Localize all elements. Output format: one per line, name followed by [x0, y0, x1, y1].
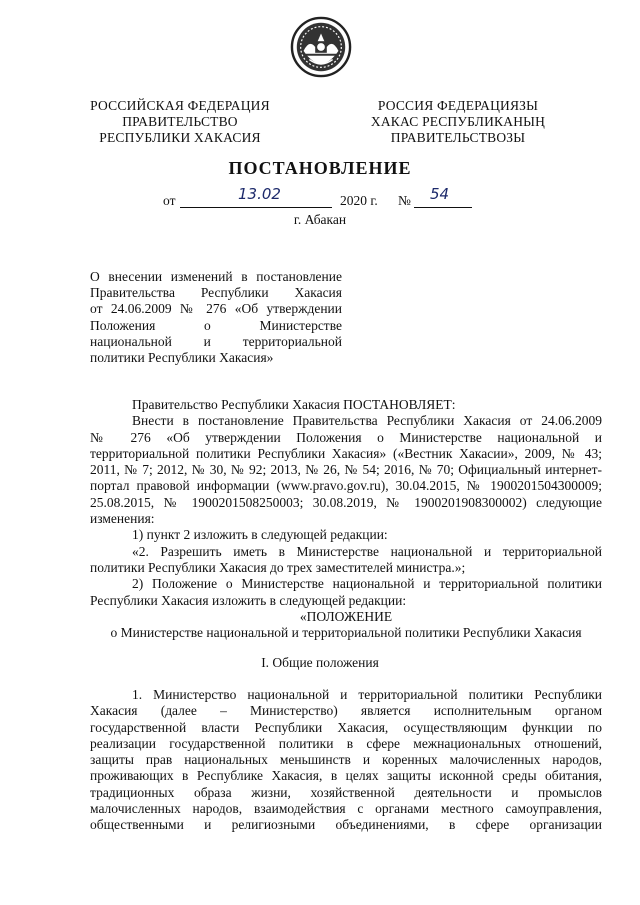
body-line: № 276 «Об утверждении Положения о Министерстве национальной и [90, 429, 602, 445]
subject-line: Правительства Республики Хакасия [90, 285, 342, 301]
subject-line: от 24.06.2009 № 276 «Об утверждении [90, 301, 342, 317]
body-line: изменения: [90, 511, 155, 527]
section-line: общественными и религиозными объединениями, в сфере организации [90, 817, 602, 833]
header-right-line: ПРАВИТЕЛЬСТВОЗЫ [390, 130, 526, 145]
section-body [90, 687, 602, 834]
subject-line: политики Республики Хакасия» [90, 350, 274, 366]
handwritten-number: 54 [430, 185, 450, 203]
body-line: 2) Положение о Министерстве национальной и территориальной политики [132, 576, 602, 592]
section-line: 1. Министерство национальной и территориальной политики Республики [132, 687, 602, 702]
section-line: Хакасия (далее – Министерство) является исполнительным органом [90, 703, 602, 719]
subject-line: национальной и территориальной [90, 333, 342, 349]
body-line: 25.08.2015, № 1900201508250003; 30.08.2019, № 1900201908300002) следующие [90, 494, 602, 510]
year-text: 2020 г. [340, 193, 378, 208]
handwritten-date: 13.02 [238, 185, 281, 203]
body-line: Республики Хакасия изложить в следующей редакции: [90, 592, 407, 608]
section-line: государственной власти Республики Хакасия, осуществляющим функции по [90, 719, 602, 735]
preamble: Правительство Республики Хакасия ПОСТАНОВЛЯЕТ: [132, 397, 456, 412]
header-left-line: ПРАВИТЕЛЬСТВО [122, 114, 238, 129]
body-line: портал правовой информации (www.pravo.gov.ru), 30.04.2015, № 1900201504300009; [90, 478, 602, 494]
header-right [358, 98, 558, 146]
section-line: реализации государственной политики в сфере межнациональных отношений, [90, 735, 602, 751]
body-line: «2. Разрешить иметь в Министерстве национальной и территориальной [132, 543, 602, 559]
section-line: защиты прав национальных меньшинств и коренных малочисленных народов, [90, 752, 602, 768]
document-title: ПОСТАНОВЛЕНИЕ [228, 158, 412, 178]
body-line: политики Республики Хакасия до трех заместителей министра.»; [90, 559, 466, 575]
number-sign: № [398, 193, 411, 208]
body-line: территориальной политики Республики Хакасия» («Вестник Хакасии», 2009, № 43; [90, 445, 602, 461]
body-line: 1) пункт 2 изложить в следующей редакции: [132, 527, 388, 543]
section-line: проживающих в Республике Хакасия, в целях защиты исконной среды обитания, [90, 768, 602, 784]
document-body [90, 397, 602, 641]
section-line: малочисленных народов, взаимодействия с органами местного самоуправления, [90, 801, 602, 817]
header-left-line: РОССИЙСКАЯ ФЕДЕРАЦИЯ [90, 98, 270, 113]
header-left [80, 98, 280, 146]
city: г. Абакан [293, 212, 347, 227]
section-line: традиционных образа жизни, хозяйственной деятельности и промыслов [90, 784, 602, 800]
header-left-line: РЕСПУБЛИКИ ХАКАСИЯ [99, 130, 261, 145]
regulation-subheading: о Министерстве национальной и территориальной политики Республики Хакасия [110, 625, 582, 641]
subject-line: О внесении изменений в постановление [90, 269, 342, 284]
header-right-line: ХАКАС РЕСПУБЛИКАНЫҢ [370, 114, 546, 129]
document-subject [90, 269, 342, 366]
section-title: I. Общие положения [261, 655, 379, 670]
regulation-heading: «ПОЛОЖЕНИЕ [299, 608, 393, 624]
date-prefix: от [163, 193, 176, 208]
body-line: Внести в постановление Правительства Республики Хакасия от 24.06.2009 [132, 413, 602, 429]
header-right-line: РОССИЯ ФЕДЕРАЦИЯЗЫ [377, 98, 539, 113]
body-line: 2011, № 7; 2012, № 30, № 92; 2013, № 26, № 54; 2016, № 70; Официальный интернет- [90, 462, 602, 478]
coat-of-arms-icon [290, 16, 352, 78]
subject-line: Положения о Министерстве [90, 317, 342, 333]
date-number-line [0, 185, 640, 213]
